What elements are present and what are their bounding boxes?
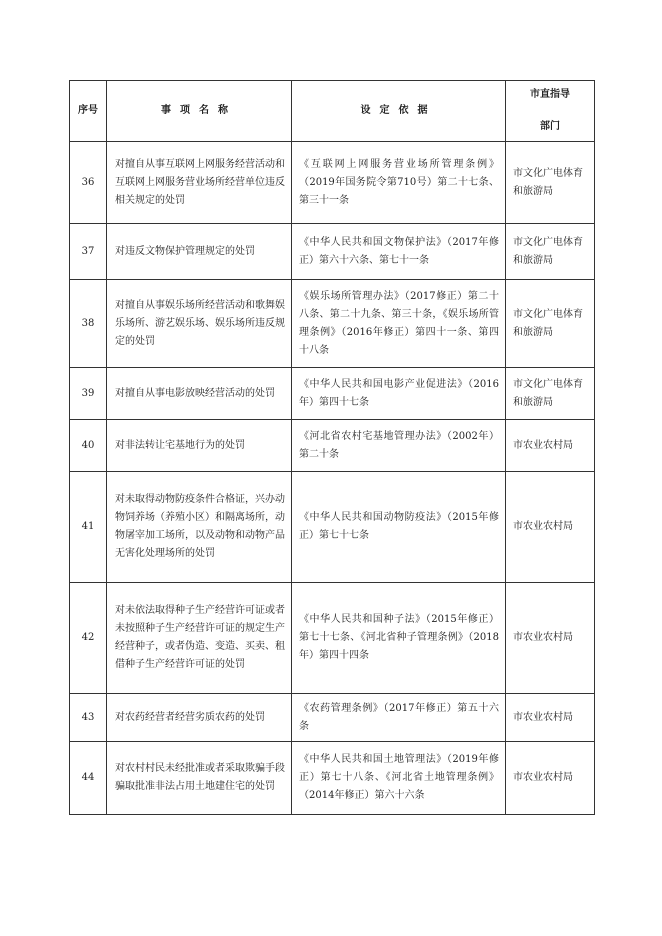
- row-no: 43: [70, 694, 107, 742]
- header-no: 序号: [70, 81, 107, 142]
- row-name: 对非法转让宅基地行为的处罚: [107, 420, 292, 472]
- row-name: 对擅自从事电影放映经营活动的处罚: [107, 368, 292, 420]
- row-dept: 市文化广电体育和旅游局: [506, 368, 595, 420]
- row-dept: 市文化广电体育和旅游局: [506, 224, 595, 280]
- row-name: 对农村村民未经批准或者采取欺骗手段骗取批准非法占用土地建住宅的处罚: [107, 742, 292, 815]
- row-name: 对擅自从事娱乐场所经营活动和歌舞娱乐场所、游艺娱乐场、娱乐场所违反规定的处罚: [107, 280, 292, 368]
- table-row: [70, 280, 595, 368]
- row-no: 40: [70, 420, 107, 472]
- row-basis: 《娱乐场所管理办法》（2017修正）第二十八条、第二十九条、第三十条，《娱乐场所管理条例》（2016年修正）第四十一条、第四十八条: [292, 280, 506, 368]
- header-dept-spacer: [506, 104, 594, 118]
- table-row: [70, 742, 595, 815]
- header-basis: 设定依据: [292, 81, 506, 142]
- table-header-row: [70, 81, 595, 142]
- row-dept: 市农业农村局: [506, 742, 595, 815]
- row-no: 44: [70, 742, 107, 815]
- row-basis: 《中华人民共和国电影产业促进法》（2016年）第四十七条: [292, 368, 506, 420]
- row-no: 39: [70, 368, 107, 420]
- row-dept: 市农业农村局: [506, 583, 595, 694]
- header-name: 事项名称: [107, 81, 292, 142]
- row-name: 对违反文物保护管理规定的处罚: [107, 224, 292, 280]
- row-basis: 《中华人民共和国种子法》（2015年修正）第七十七条、《河北省种子管理条例》（2018年）第四十四条: [292, 583, 506, 694]
- row-basis: 《河北省农村宅基地管理办法》（2002年）第二十条: [292, 420, 506, 472]
- row-basis: 《中华人民共和国动物防疫法》（2015年修正）第七十七条: [292, 472, 506, 583]
- regulation-table: [69, 80, 595, 815]
- header-dept-line2: 部门: [540, 121, 560, 132]
- row-dept: 市文化广电体育和旅游局: [506, 142, 595, 224]
- row-no: 42: [70, 583, 107, 694]
- row-basis: 《互联网上网服务营业场所管理条例》（2019年国务院令第710号）第二十七条、第三十一条: [292, 142, 506, 224]
- row-no: 37: [70, 224, 107, 280]
- table-row: [70, 694, 595, 742]
- row-no: 41: [70, 472, 107, 583]
- row-name: 对擅自从事互联网上网服务经营活动和互联网上网服务营业场所经营单位违反相关规定的处罚: [107, 142, 292, 224]
- header-dept: [506, 81, 595, 142]
- row-basis: 《中华人民共和国文物保护法》（2017年修正）第六十六条、第七十一条: [292, 224, 506, 280]
- row-no: 36: [70, 142, 107, 224]
- table-row: [70, 224, 595, 280]
- row-name: 对未取得动物防疫条件合格证，兴办动物饲养场（养殖小区）和隔离场所，动物屠宰加工场所，以及动物和动物产品无害化处理场所的处罚: [107, 472, 292, 583]
- row-basis: 《中华人民共和国土地管理法》（2019年修正）第七十八条、《河北省土地管理条例》（2014年修正）第六十六条: [292, 742, 506, 815]
- table-row: [70, 472, 595, 583]
- row-dept: 市农业农村局: [506, 420, 595, 472]
- table-row: [70, 420, 595, 472]
- table-row: [70, 368, 595, 420]
- header-dept-line1: 市直指导: [530, 89, 570, 100]
- table-row: [70, 583, 595, 694]
- table-row: [70, 142, 595, 224]
- row-dept: 市农业农村局: [506, 472, 595, 583]
- row-name: 对未依法取得种子生产经营许可证或者未按照种子生产经营许可证的规定生产经营种子，或者伪造、变造、买卖、租借种子生产经营许可证的处罚: [107, 583, 292, 694]
- row-name: 对农药经营者经营劣质农药的处罚: [107, 694, 292, 742]
- row-dept: 市文化广电体育和旅游局: [506, 280, 595, 368]
- row-basis: 《农药管理条例》（2017年修正）第五十六条: [292, 694, 506, 742]
- row-no: 38: [70, 280, 107, 368]
- row-dept: 市农业农村局: [506, 694, 595, 742]
